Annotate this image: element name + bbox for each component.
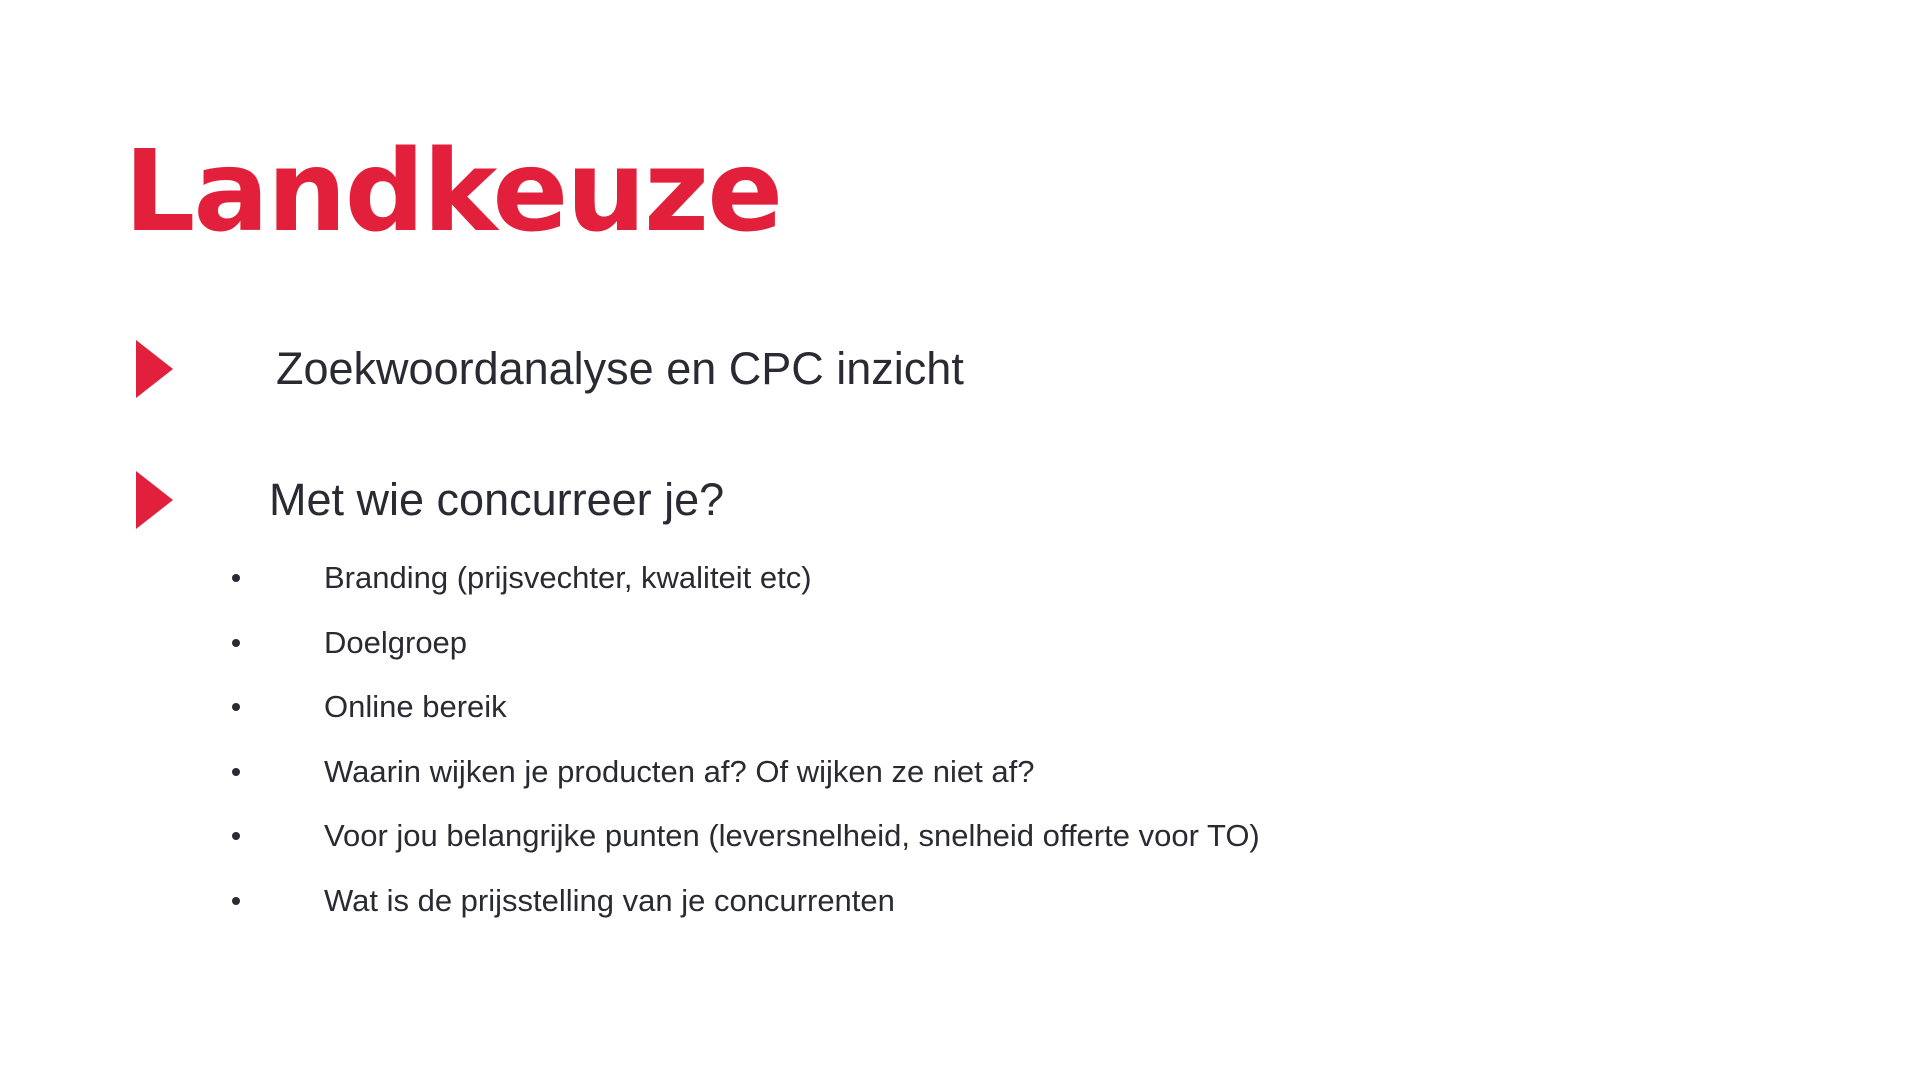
list-item-label: Branding (prijsvechter, kwaliteit etc) [324,560,812,596]
list-item [232,546,1260,611]
main-point-label: Met wie concurreer je? [269,474,725,525]
list-item [232,804,1260,869]
list-item [232,675,1260,740]
main-point-label: Zoekwoordanalyse en CPC inzicht [276,343,964,394]
bullet-dot-icon [232,897,240,905]
bullet-dot-icon [232,574,240,582]
list-item-label: Waarin wijken je producten af? Of wijken ze niet af? [324,753,1035,789]
competitor-sub-list [232,546,1260,933]
triangle-arrow-icon [136,471,173,529]
list-item-label: Voor jou belangrijke punten (leversnelheid, snelheid offerte voor TO) [324,818,1260,854]
bullet-dot-icon [232,832,240,840]
list-item [232,869,1260,934]
list-item-label: Doelgroep [324,624,468,660]
list-item [232,740,1260,805]
list-item-label: Wat is de prijsstelling van je concurrenten [324,882,895,918]
bullet-dot-icon [232,703,240,711]
list-item-label: Online bereik [324,689,507,725]
bullet-dot-icon [232,639,240,647]
bullet-dot-icon [232,768,240,776]
list-item [232,611,1260,676]
main-point-competitors [136,471,724,529]
slide-title: Landkeuze [124,127,782,257]
main-point-keyword-analysis [136,340,964,398]
triangle-arrow-icon [136,340,173,398]
